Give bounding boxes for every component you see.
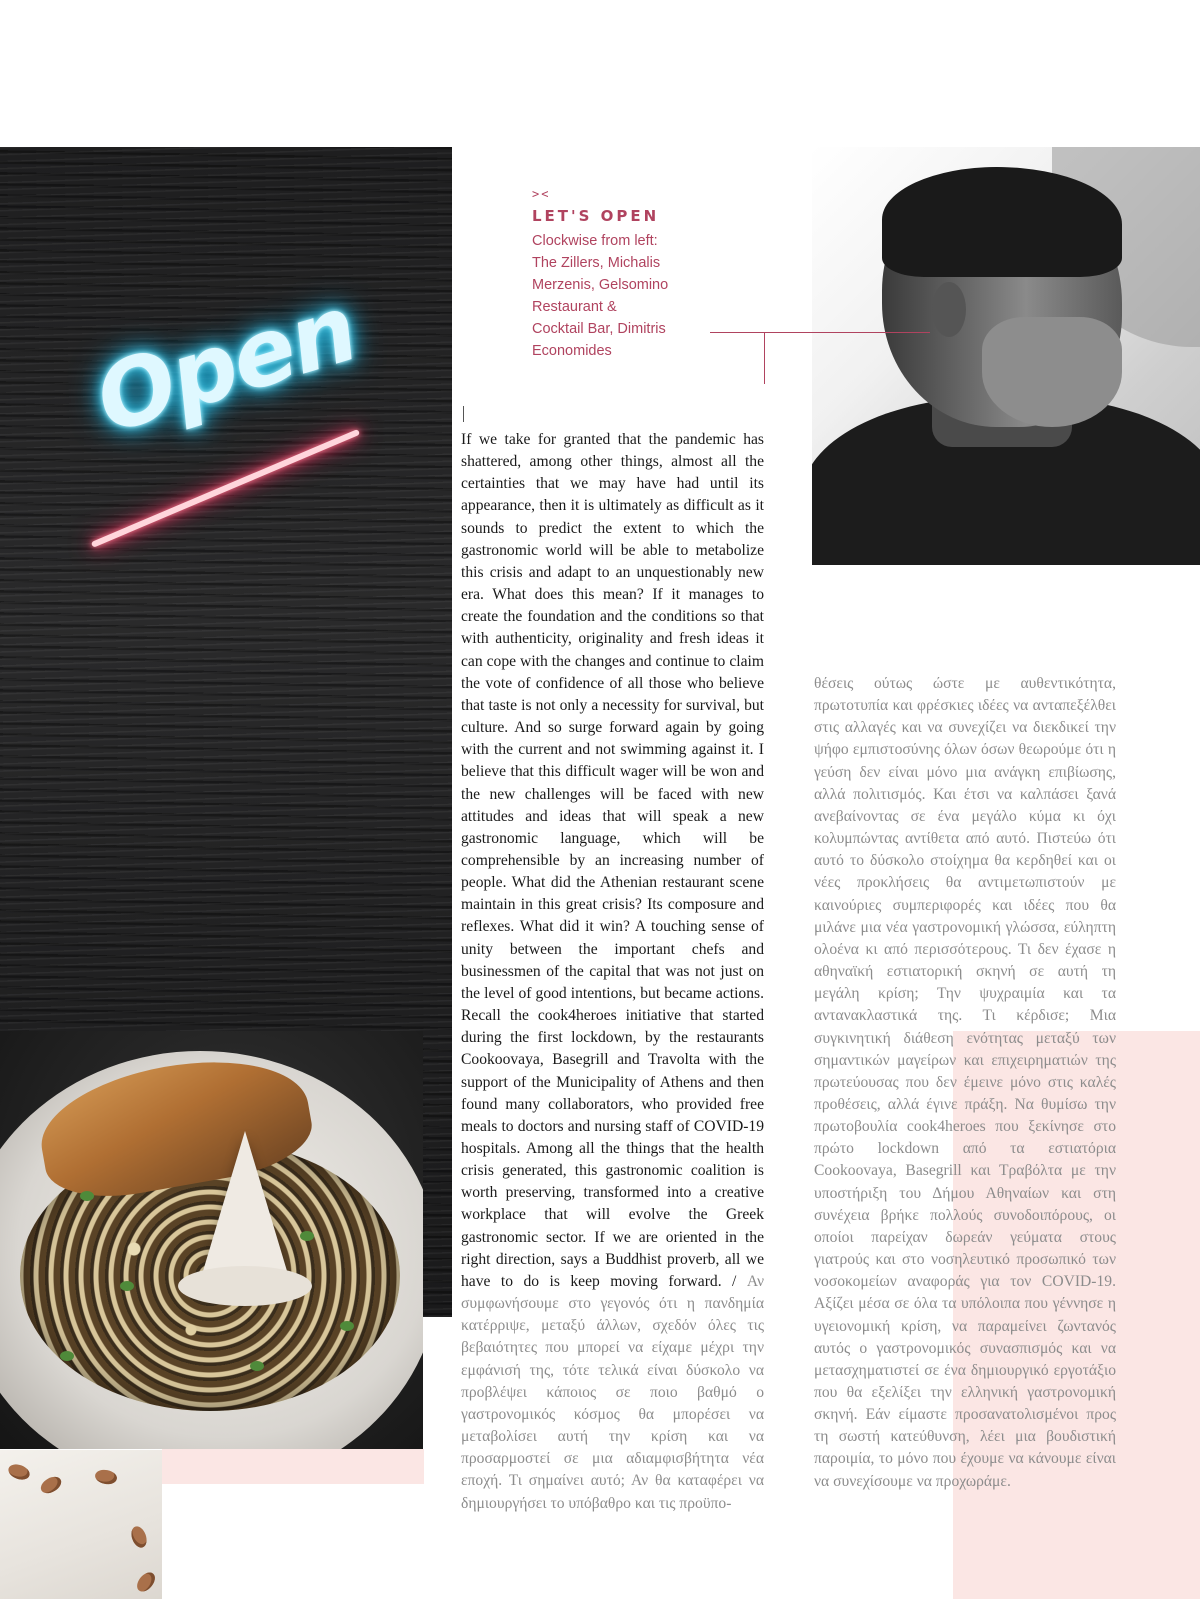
chef-ear	[932, 282, 966, 337]
article-greek-part-1: Αν συμφωνήσουμε στο γεγονός ότι η πανδημία κατέρριψε, μεταξύ άλλων, σχεδόν όλες τις βεβαιότητες που μπορεί να είχαμε μέχρι την εμφάνισή της, τότε τελικά είναι δύσκολο να προβλέψει κάποιος σε ποιο βαθμό ο γαστρονομικός κόσμος θα μπορέσει να μεταβολίσει αυτή την κρίση και να προσαρμοστεί σε μια αδιαμφισβήτητα νέα εποχή. Τι σημαίνει αυτό; Αν θα καταφέρει να δημιουργήσει το υπόβαθρο και τις προϋπο-	[461, 1272, 764, 1512]
caption-arrows: ><	[532, 187, 551, 201]
sprout	[60, 1351, 74, 1361]
caption-title: LET'S OPEN	[532, 207, 660, 225]
almond	[129, 1524, 150, 1549]
article-column-2	[814, 673, 1116, 1493]
caption-leader-line	[710, 332, 930, 333]
chef-beard	[982, 317, 1122, 427]
article-column-1	[461, 429, 764, 1515]
almond	[38, 1473, 64, 1496]
chef-portrait	[812, 147, 1200, 565]
sprout	[250, 1361, 264, 1371]
pink-block-left	[162, 1449, 424, 1484]
chef-hair	[882, 167, 1122, 277]
caption-body: Clockwise from left: The Zillers, Michalis Merzenis, Gelsomino Restaurant & Cocktail Bar, Dimitris Economides	[532, 233, 669, 359]
food-photo	[0, 1031, 423, 1449]
article-english: If we take for granted that the pandemic has shattered, among other things, almost all the certainties that we may have had until its appearance, then it is ultimately as difficult as it sounds to predict the extent to which the gastronomic world will be able to metabolize this crisis and adapt to an unquestionably new era. What does this mean? If it manages to create the foundation and the conditions so that with authenticity, originality and fresh ideas it can cope with the changes and continue to claim the vote of confidence of all those who believe that taste is not only a necessity for survival, but culture. And so surge forward again by going with the current and not swimming against it. I believe that this difficult wager will be won and the new challenges will be faced with new attitudes and ideas that will speak a new gastronomic language, which will be comprehensible by an increasing number of people. What did the Athenian restaurant scene maintain in this great crisis? Its composure and reflexes. What did it win? A touching sense of unity between the important chefs and businessmen of the capital that was not just on the level of good intentions, but became actions. Recall the cook4heroes initiative that started during the first lockdown, by the restaurants Cookoovaya, Basegrill and Travolta with the support of the Municipality of Athens and then found many collaborators, who provided free meals to doctors and nursing staff of COVID-19 hospitals. Among all the things that the health crisis generated, this gastronomic coalition is worth preserving, transformed into a creative workplace that will evolve the Greek gastronomic sector. If we are oriented in the right direction, says a Buddhist proverb, all we have to do is keep moving forward. /	[461, 431, 764, 1290]
column-start-mark	[463, 406, 464, 422]
sprout	[120, 1281, 134, 1291]
almond	[6, 1462, 31, 1483]
caption-leader-tick	[764, 332, 765, 384]
almond	[134, 1569, 159, 1595]
sprout	[300, 1231, 314, 1241]
sprout	[80, 1191, 94, 1201]
sprout	[340, 1321, 354, 1331]
cream-base	[178, 1266, 312, 1306]
neon-open-sign: Open	[84, 274, 368, 455]
almond	[94, 1468, 118, 1486]
almond-photo	[0, 1450, 162, 1599]
article-greek-part-2: θέσεις ούτως ώστε με αυθεντικότητα, πρωτοτυπία και φρέσκιες ιδέες να ανταπεξέλθει στις αλλαγές και να συνεχίζει να διεκδικεί την ψήφο εμπιστοσύνης όλων όσων θεωρούμε ότι η γεύση δεν είναι μόνο μια ανάγκη επιβίωσης, αλλά πολιτισμός. Και έτσι να καλπάσει ξανά ανεβαίνοντας σε ένα μεγάλο κύμα κι όχι κολυμπώντας αντίθετα από αυτό. Πιστεύω ότι αυτό το δύσκολο στοίχημα θα κερδηθεί και οι νέες προκλήσεις θα αντιμετωπιστούν με καινούριες συμπεριφορές και ιδέες που θα μιλάνε μια νέα γαστρονομική γλώσσα, εύληπτη ολοένα κι από περισσότερους. Τι δεν έχασε η αθηναϊκή εστιατορική σκηνή σε αυτή τη μεγάλη κρίση; Την ψυχραιμία και τα αντανακλαστικά της. Τι κέρδισε; Μια συγκινητική διάθεση ενότητας μεταξύ των σημαντικών μαγείρων και επιχειρηματιών της πρωτεύουσας που δεν έμεινε μόνο στις καλές προθέσεις, αλλά έγινε πράξη. Να θυμίσω την πρωτοβουλία cook4heroes που ξεκίνησε στο πρώτο lockdown από τα εστιατόρια Cookoovaya, Basegrill και Τραβόλτα με την υποστήριξη του Δήμου Αθηναίων και στη συνέχεια βρήκε πολλούς συνοδοιπόρους, οι οποίοι παρείχαν δωρεάν γεύματα στους γιατρούς και στο νοσηλευτικό προσωπικό των νοσοκομείων αναφοράς για τον COVID-19. Αξίζει μέσα σε όλα τα υπόλοιπα που γέννησε η υγειονομική κρίση, να παραμείνει ζωντανός αυτός ο γαστρονομικός συνασπισμός και να μετασχηματιστεί σε ένα δημιουργικό εργοτάξιο που θα εξελίξει την ελληνική γαστρονομική σκηνή. Εάν είμαστε προσανατολισμένοι προς τη σωστή κατεύθυνση, λέει μια βουδιστική παροιμία, το μόνο που έχουμε να κάνουμε είναι να συνεχίσουμε να προχωράμε.	[814, 675, 1116, 1490]
cream-cone	[200, 1131, 290, 1281]
